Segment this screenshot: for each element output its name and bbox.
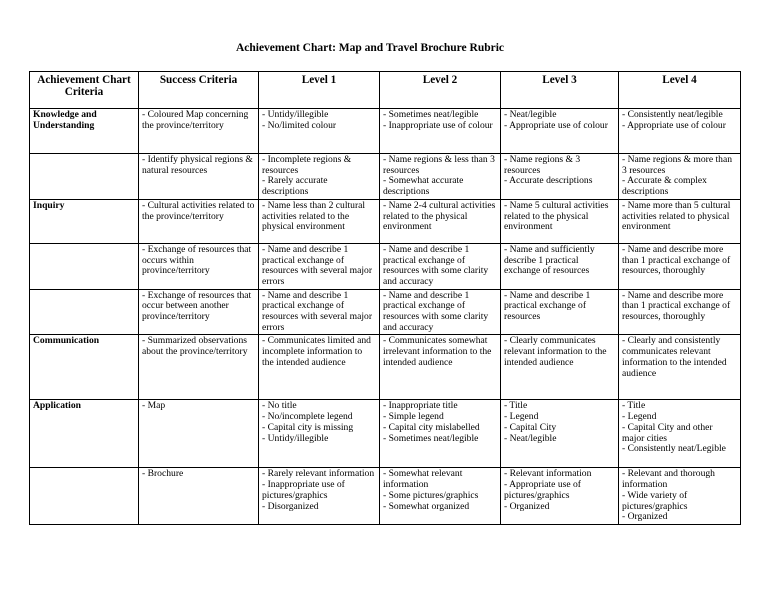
- level-1-cell: - Communicates limited and incomplete information to the intended audience: [259, 335, 380, 400]
- level-1-cell: - No title - No/incomplete legend - Capital city is missing - Untidy/illegible: [259, 400, 380, 468]
- level-4-cell: - Title - Legend - Capital City and other major cities - Consistently neat/Legible: [619, 400, 741, 468]
- level-4-cell: - Relevant and thorough information - Wide variety of pictures/graphics - Organized: [619, 468, 741, 525]
- success-cell: - Identify physical regions & natural resources: [139, 154, 259, 200]
- level-4-cell: - Name and describe more than 1 practical exchange of resources, thoroughly: [619, 289, 741, 335]
- level-4-cell: - Name and describe more than 1 practical exchange of resources, thoroughly: [619, 243, 741, 289]
- criteria-cell: Communication: [30, 335, 139, 400]
- success-cell: - Coloured Map concerning the province/territory: [139, 109, 259, 154]
- level-4-cell: - Clearly and consistently communicates relevant information to the intended audience: [619, 335, 741, 400]
- success-cell: - Brochure: [139, 468, 259, 525]
- success-cell: - Summarized observations about the province/territory: [139, 335, 259, 400]
- criteria-cell: Inquiry: [30, 199, 139, 243]
- header-level-4: Level 4: [619, 72, 741, 109]
- table-row: [30, 243, 741, 289]
- level-1-cell: - Rarely relevant information - Inappropriate use of pictures/graphics - Disorganized: [259, 468, 380, 525]
- success-cell: - Map: [139, 400, 259, 468]
- level-2-cell: - Somewhat relevant information - Some pictures/graphics - Somewhat organized: [380, 468, 501, 525]
- header-level-1: Level 1: [259, 72, 380, 109]
- level-3-cell: - Name and sufficiently describe 1 practical exchange of resources: [501, 243, 619, 289]
- criteria-cell: [30, 289, 139, 335]
- level-4-cell: - Consistently neat/legible - Appropriate use of colour: [619, 109, 741, 154]
- level-1-cell: - Untidy/illegible - No/limited colour: [259, 109, 380, 154]
- level-3-cell: - Relevant information - Appropriate use of pictures/graphics - Organized: [501, 468, 619, 525]
- criteria-cell: Knowledge and Understanding: [30, 109, 139, 154]
- level-3-cell: - Title - Legend - Capital City - Neat/legible: [501, 400, 619, 468]
- table-row: [30, 109, 741, 154]
- header-success: Success Criteria: [139, 72, 259, 109]
- level-2-cell: - Inappropriate title - Simple legend - Capital city mislabelled - Sometimes neat/legible: [380, 400, 501, 468]
- level-1-cell: - Name and describe 1 practical exchange of resources with several major errors: [259, 243, 380, 289]
- success-cell: - Exchange of resources that occur between another province/territory: [139, 289, 259, 335]
- level-2-cell: - Name 2-4 cultural activities related to the physical environment: [380, 199, 501, 243]
- level-2-cell: - Name and describe 1 practical exchange of resources with some clarity and accuracy: [380, 243, 501, 289]
- criteria-cell: [30, 468, 139, 525]
- level-3-cell: - Name 5 cultural activities related to the physical environment: [501, 199, 619, 243]
- level-3-cell: - Name and describe 1 practical exchange of resources: [501, 289, 619, 335]
- header-level-2: Level 2: [380, 72, 501, 109]
- table-row: [30, 400, 741, 468]
- criteria-cell: [30, 243, 139, 289]
- level-4-cell: - Name regions & more than 3 resources - Accurate & complex descriptions: [619, 154, 741, 200]
- header-criteria: Achievement Chart Criteria: [30, 72, 139, 109]
- header-level-3: Level 3: [501, 72, 619, 109]
- level-1-cell: - Name and describe 1 practical exchange of resources with several major errors: [259, 289, 380, 335]
- header-row: [30, 72, 741, 109]
- rubric-table: [29, 71, 741, 525]
- criteria-cell: [30, 154, 139, 200]
- success-cell: - Cultural activities related to the province/territory: [139, 199, 259, 243]
- criteria-cell: Application: [30, 400, 139, 468]
- level-4-cell: - Name more than 5 cultural activities related to physical environment: [619, 199, 741, 243]
- table-row: [30, 154, 741, 200]
- level-1-cell: - Name less than 2 cultural activities related to the physical environment: [259, 199, 380, 243]
- level-2-cell: - Name regions & less than 3 resources - Somewhat accurate descriptions: [380, 154, 501, 200]
- level-1-cell: - Incomplete regions & resources - Rarely accurate descriptions: [259, 154, 380, 200]
- table-row: [30, 335, 741, 400]
- table-row: [30, 199, 741, 243]
- level-2-cell: - Name and describe 1 practical exchange of resources with some clarity and accuracy: [380, 289, 501, 335]
- success-cell: - Exchange of resources that occurs within province/territory: [139, 243, 259, 289]
- level-2-cell: - Sometimes neat/legible - Inappropriate use of colour: [380, 109, 501, 154]
- page-title: Achievement Chart: Map and Travel Brochure Rubric: [235, 42, 505, 54]
- table-row: [30, 468, 741, 525]
- level-3-cell: - Clearly communicates relevant information to the intended audience: [501, 335, 619, 400]
- table-row: [30, 289, 741, 335]
- level-2-cell: - Communicates somewhat irrelevant information to the intended audience: [380, 335, 501, 400]
- level-3-cell: - Neat/legible - Appropriate use of colour: [501, 109, 619, 154]
- level-3-cell: - Name regions & 3 resources - Accurate descriptions: [501, 154, 619, 200]
